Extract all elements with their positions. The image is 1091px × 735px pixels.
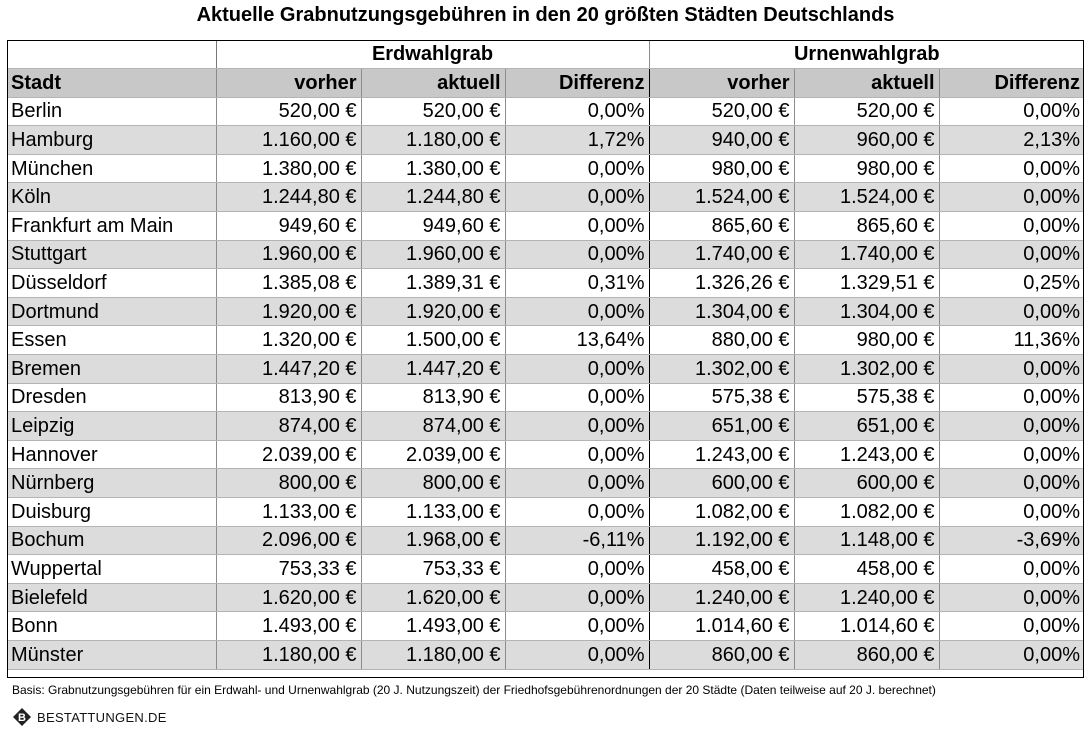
cell-erd-vorher: 800,00 € — [216, 469, 361, 498]
cell-city: Bremen — [7, 355, 216, 384]
cell-urne-vorher: 880,00 € — [649, 326, 794, 355]
table-row — [7, 212, 1084, 241]
page-title: Aktuelle Grabnutzungsgebühren in den 20 größten Städten Deutschlands — [196, 4, 895, 26]
cell-urne-aktuell: 651,00 € — [794, 412, 939, 441]
cell-city: Hamburg — [7, 126, 216, 155]
cell-erd-aktuell: 520,00 € — [361, 97, 505, 126]
table-row — [7, 383, 1084, 412]
column-header-urne-aktuell: aktuell — [794, 69, 939, 98]
cell-erd-vorher: 1.960,00 € — [216, 240, 361, 269]
cell-erd-vorher: 1.493,00 € — [216, 612, 361, 641]
cell-city: Essen — [7, 326, 216, 355]
cell-urne-differenz: 0,00% — [939, 583, 1084, 612]
cell-urne-differenz: 0,00% — [939, 383, 1084, 412]
cell-urne-vorher: 458,00 € — [649, 555, 794, 584]
cell-urne-aktuell: 1.240,00 € — [794, 583, 939, 612]
cell-urne-aktuell: 600,00 € — [794, 469, 939, 498]
cell-city: Bochum — [7, 526, 216, 555]
cell-erd-vorher: 1.620,00 € — [216, 583, 361, 612]
group-header-row — [7, 40, 1084, 69]
cell-urne-differenz: 0,00% — [939, 469, 1084, 498]
cell-erd-differenz: 0,00% — [505, 240, 649, 269]
cell-city: Leipzig — [7, 412, 216, 441]
cell-city: Frankfurt am Main — [7, 212, 216, 241]
cell-erd-differenz: 0,00% — [505, 297, 649, 326]
cell-urne-vorher: 1.082,00 € — [649, 498, 794, 527]
cell-urne-differenz: 0,00% — [939, 412, 1084, 441]
brand-logo-text: BESTATTUNGEN.DE — [37, 709, 167, 725]
table-row — [7, 269, 1084, 298]
cell-erd-differenz: 0,00% — [505, 212, 649, 241]
cell-erd-aktuell: 1.389,31 € — [361, 269, 505, 298]
table-row — [7, 240, 1084, 269]
table-row — [7, 498, 1084, 527]
cell-city: Berlin — [7, 97, 216, 126]
cell-erd-differenz: 0,00% — [505, 498, 649, 527]
group-header-urnenwahlgrab: Urnenwahlgrab — [649, 40, 1084, 69]
cell-urne-vorher: 575,38 € — [649, 383, 794, 412]
cell-urne-aktuell: 865,60 € — [794, 212, 939, 241]
svg-text:B: B — [18, 712, 26, 725]
cell-urne-vorher: 1.326,26 € — [649, 269, 794, 298]
cell-urne-differenz: 0,00% — [939, 212, 1084, 241]
table-row — [7, 183, 1084, 212]
cell-erd-aktuell: 1.500,00 € — [361, 326, 505, 355]
cell-erd-differenz: 0,00% — [505, 355, 649, 384]
cell-urne-differenz: 0,00% — [939, 297, 1084, 326]
cell-urne-aktuell: 575,38 € — [794, 383, 939, 412]
cell-urne-differenz: 0,00% — [939, 555, 1084, 584]
cell-erd-vorher: 1.920,00 € — [216, 297, 361, 326]
cell-city: Stuttgart — [7, 240, 216, 269]
cell-urne-aktuell: 1.524,00 € — [794, 183, 939, 212]
cell-erd-vorher: 1.160,00 € — [216, 126, 361, 155]
cell-erd-aktuell: 753,33 € — [361, 555, 505, 584]
cell-urne-aktuell: 960,00 € — [794, 126, 939, 155]
cell-city: Dresden — [7, 383, 216, 412]
cell-erd-differenz: 0,00% — [505, 183, 649, 212]
cell-urne-differenz: 0,00% — [939, 498, 1084, 527]
cell-erd-aktuell: 1.180,00 € — [361, 126, 505, 155]
cell-urne-differenz: 2,13% — [939, 126, 1084, 155]
cell-urne-differenz: 0,00% — [939, 440, 1084, 469]
cell-erd-aktuell: 1.133,00 € — [361, 498, 505, 527]
cell-city: Köln — [7, 183, 216, 212]
footnote: Basis: Grabnutzungsgebühren für ein Erdwahl- und Urnenwahlgrab (20 J. Nutzungszeit) der Friedhofsgebührenordnungen der 20 Städte (Daten teilweise auf 20 J. berechnet) — [12, 683, 936, 697]
table-row — [7, 355, 1084, 384]
cell-urne-vorher: 600,00 € — [649, 469, 794, 498]
cell-erd-differenz: 0,00% — [505, 440, 649, 469]
cell-erd-differenz: 0,00% — [505, 97, 649, 126]
table-row — [7, 440, 1084, 469]
column-header-urne-vorher: vorher — [649, 69, 794, 98]
cell-urne-vorher: 865,60 € — [649, 212, 794, 241]
cell-urne-differenz: 11,36% — [939, 326, 1084, 355]
cell-city: Münster — [7, 640, 216, 669]
cell-erd-differenz: 13,64% — [505, 326, 649, 355]
cell-erd-vorher: 520,00 € — [216, 97, 361, 126]
cell-urne-aktuell: 1.082,00 € — [794, 498, 939, 527]
column-header-urne-differenz: Differenz — [939, 69, 1084, 98]
cell-urne-vorher: 1.014,60 € — [649, 612, 794, 641]
cell-city: Nürnberg — [7, 469, 216, 498]
cell-city: München — [7, 154, 216, 183]
cell-urne-differenz: 0,00% — [939, 154, 1084, 183]
table-row — [7, 583, 1084, 612]
cell-urne-aktuell: 458,00 € — [794, 555, 939, 584]
column-header-row — [7, 69, 1084, 98]
cell-urne-vorher: 1.240,00 € — [649, 583, 794, 612]
cell-erd-differenz: 1,72% — [505, 126, 649, 155]
cell-erd-vorher: 1.447,20 € — [216, 355, 361, 384]
cell-erd-aktuell: 1.180,00 € — [361, 640, 505, 669]
cell-urne-vorher: 1.302,00 € — [649, 355, 794, 384]
cell-city: Hannover — [7, 440, 216, 469]
cell-erd-vorher: 813,90 € — [216, 383, 361, 412]
cell-erd-aktuell: 1.620,00 € — [361, 583, 505, 612]
cell-urne-vorher: 1.524,00 € — [649, 183, 794, 212]
cell-erd-aktuell: 1.380,00 € — [361, 154, 505, 183]
cell-urne-differenz: 0,25% — [939, 269, 1084, 298]
cell-urne-aktuell: 1.302,00 € — [794, 355, 939, 384]
cell-city: Wuppertal — [7, 555, 216, 584]
cell-city: Bielefeld — [7, 583, 216, 612]
cell-erd-vorher: 874,00 € — [216, 412, 361, 441]
cell-urne-differenz: 0,00% — [939, 97, 1084, 126]
cell-urne-vorher: 940,00 € — [649, 126, 794, 155]
column-header-stadt: Stadt — [7, 69, 216, 98]
cell-urne-aktuell: 1.243,00 € — [794, 440, 939, 469]
table-row — [7, 297, 1084, 326]
cell-urne-aktuell: 1.740,00 € — [794, 240, 939, 269]
cell-urne-aktuell: 520,00 € — [794, 97, 939, 126]
cell-urne-vorher: 860,00 € — [649, 640, 794, 669]
cell-erd-aktuell: 874,00 € — [361, 412, 505, 441]
cell-erd-vorher: 1.320,00 € — [216, 326, 361, 355]
cell-erd-differenz: 0,00% — [505, 469, 649, 498]
cell-erd-aktuell: 1.960,00 € — [361, 240, 505, 269]
b-diamond-logo-icon — [12, 707, 32, 727]
table-row — [7, 412, 1084, 441]
cell-urne-aktuell: 1.329,51 € — [794, 269, 939, 298]
cell-erd-differenz: 0,00% — [505, 612, 649, 641]
cell-urne-aktuell: 860,00 € — [794, 640, 939, 669]
column-header-erd-differenz: Differenz — [505, 69, 649, 98]
table-row — [7, 97, 1084, 126]
cell-erd-differenz: 0,00% — [505, 412, 649, 441]
cell-erd-aktuell: 1.244,80 € — [361, 183, 505, 212]
table-row — [7, 555, 1084, 584]
cell-erd-aktuell: 813,90 € — [361, 383, 505, 412]
cell-erd-differenz: 0,00% — [505, 555, 649, 584]
cell-erd-aktuell: 2.039,00 € — [361, 440, 505, 469]
table-row — [7, 326, 1084, 355]
cell-erd-differenz: 0,31% — [505, 269, 649, 298]
brand-logo — [12, 706, 167, 728]
cell-erd-differenz: 0,00% — [505, 154, 649, 183]
cell-urne-differenz: 0,00% — [939, 355, 1084, 384]
cell-urne-differenz: -3,69% — [939, 526, 1084, 555]
cell-erd-differenz: 0,00% — [505, 583, 649, 612]
cell-urne-vorher: 520,00 € — [649, 97, 794, 126]
cell-erd-aktuell: 800,00 € — [361, 469, 505, 498]
cell-urne-aktuell: 980,00 € — [794, 154, 939, 183]
cell-erd-aktuell: 1.920,00 € — [361, 297, 505, 326]
cell-erd-aktuell: 1.447,20 € — [361, 355, 505, 384]
column-header-erd-aktuell: aktuell — [361, 69, 505, 98]
cell-erd-differenz: 0,00% — [505, 383, 649, 412]
cell-urne-vorher: 1.243,00 € — [649, 440, 794, 469]
cell-erd-differenz: 0,00% — [505, 640, 649, 669]
table-row — [7, 126, 1084, 155]
cell-city: Düsseldorf — [7, 269, 216, 298]
cell-urne-aktuell: 1.148,00 € — [794, 526, 939, 555]
cell-urne-vorher: 1.192,00 € — [649, 526, 794, 555]
cell-urne-aktuell: 980,00 € — [794, 326, 939, 355]
cell-urne-aktuell: 1.014,60 € — [794, 612, 939, 641]
cell-urne-differenz: 0,00% — [939, 640, 1084, 669]
fee-table — [7, 40, 1084, 670]
cell-erd-vorher: 1.180,00 € — [216, 640, 361, 669]
cell-city: Duisburg — [7, 498, 216, 527]
cell-erd-vorher: 1.133,00 € — [216, 498, 361, 527]
cell-city: Bonn — [7, 612, 216, 641]
table-body — [7, 97, 1084, 669]
cell-erd-aktuell: 1.493,00 € — [361, 612, 505, 641]
table-row — [7, 612, 1084, 641]
cell-erd-vorher: 949,60 € — [216, 212, 361, 241]
cell-erd-aktuell: 1.968,00 € — [361, 526, 505, 555]
table-row — [7, 154, 1084, 183]
cell-urne-vorher: 1.740,00 € — [649, 240, 794, 269]
cell-erd-vorher: 2.039,00 € — [216, 440, 361, 469]
cell-erd-vorher: 1.385,08 € — [216, 269, 361, 298]
cell-erd-vorher: 1.380,00 € — [216, 154, 361, 183]
group-header-blank — [7, 40, 216, 69]
cell-urne-differenz: 0,00% — [939, 612, 1084, 641]
cell-erd-vorher: 753,33 € — [216, 555, 361, 584]
cell-urne-vorher: 980,00 € — [649, 154, 794, 183]
cell-urne-differenz: 0,00% — [939, 240, 1084, 269]
cell-erd-aktuell: 949,60 € — [361, 212, 505, 241]
cell-erd-vorher: 1.244,80 € — [216, 183, 361, 212]
table-row — [7, 640, 1084, 669]
table-row — [7, 526, 1084, 555]
cell-city: Dortmund — [7, 297, 216, 326]
table-row — [7, 469, 1084, 498]
cell-erd-differenz: -6,11% — [505, 526, 649, 555]
cell-urne-vorher: 651,00 € — [649, 412, 794, 441]
column-header-erd-vorher: vorher — [216, 69, 361, 98]
cell-urne-differenz: 0,00% — [939, 183, 1084, 212]
group-header-erdwahlgrab: Erdwahlgrab — [216, 40, 649, 69]
cell-erd-vorher: 2.096,00 € — [216, 526, 361, 555]
cell-urne-aktuell: 1.304,00 € — [794, 297, 939, 326]
cell-urne-vorher: 1.304,00 € — [649, 297, 794, 326]
